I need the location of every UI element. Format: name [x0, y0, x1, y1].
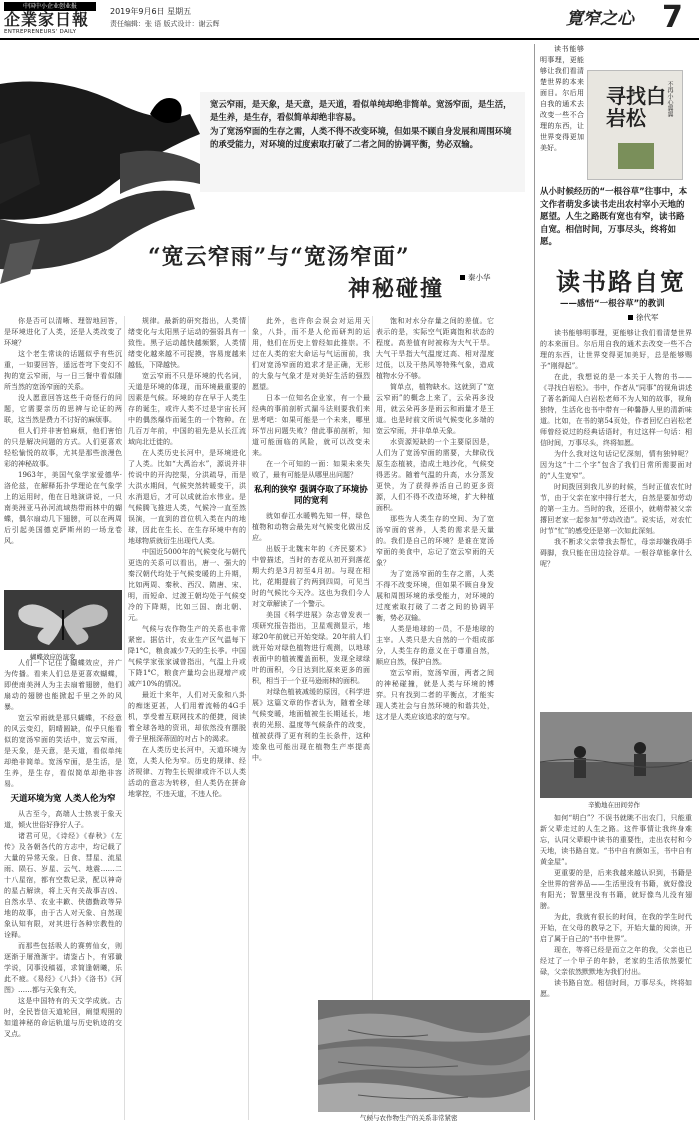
article-column-1-continued [4, 658, 122, 1120]
article-column-1 [4, 316, 122, 586]
book-title: 寻找白岩松 [606, 84, 666, 130]
paragraph: 饱和对水分存量之间的差值。它表示的是，实际空气距离饱和状态的程度。高差值有时被称为大气干旱。大气干旱指大气温度过高、相对湿度过低，以及干热风等特殊气象，造成植物水分不够。 [376, 317, 494, 380]
farm-work-photo [540, 712, 692, 798]
paragraph: 为此，我就有很长的时间，在我的学生时代开始，在父母的教导之下，开始大量的阅读，开启了属于自己的“书中世界”。 [540, 913, 692, 943]
sidebar-subtitle: ——感悟“一根谷草”的教训 [560, 299, 665, 309]
hero-section [0, 44, 530, 306]
sidebar-author [628, 312, 659, 323]
paragraph: 在人类历史长河中，是环境进化了人类。比如“大禹治水”，源说并非传说中的开沟挖渠，分洪疏导，而是大洪水期间，气候突然转暖变干，洪水消退后，才可以成就治水伟业。是气候腾飞推进人类，气候冷一直至然误演，一直到的首位机入类在内的地球，因此在生长、在生存环境中有的地球物质就衍生出现代人类。 [128, 449, 246, 545]
paragraph: 人们一下记住了蝴蝶效应，并广为传播。看来人们总是更喜欢蝴蝶，即使南美洲人为主去扇着翅膀，他们扇动的翅膀也能掀起千里之外的风暴。 [4, 659, 122, 711]
issue-editors: 责任编辑：张 语 版式设计：谢云辉 [110, 20, 220, 28]
article-column-4 [376, 316, 494, 996]
paragraph: 读书路自宽。相信时间，万事尽头，终将如愿。 [540, 979, 692, 998]
masthead [0, 0, 699, 40]
column-rule [124, 316, 125, 1120]
paragraph: 在一个可知的一面：如果未来失败了，最有可能是从哪里出问题？ [252, 460, 370, 479]
farm-work-caption: 辛勤地在田间劳作 [588, 801, 640, 809]
page-number: 7 [662, 0, 683, 35]
sidebar-column [540, 328, 692, 706]
butterfly-icon [4, 590, 122, 650]
paragraph: 出版于北魏末年的《齐民要术》中曾描述，当时的杏花从初开到落花期大约是3月初至4月初。与现在相比，花期提前了约两到四周，可见当时的气候比今天冷。这也为我们今人对文章解读了一个警示。 [252, 545, 370, 608]
paragraph: 人类是地球的一员，不是地球的主宰。人类只是大自然的一个组成部分，人类生存的意义在于尊重自然，顺应自然，保护自然。 [376, 625, 494, 666]
sidebar-author-name: 徐代军 [636, 313, 659, 322]
newspaper-logo [4, 2, 96, 36]
article-column-2 [128, 316, 246, 1120]
paragraph: 现在，等将已经是而立之年的我，父亲也已经过了一个甲子的年龄，老家的生活依然要忙碌，父亲依然默默地为我们付出。 [540, 946, 692, 976]
sidebar-column-continued [540, 813, 692, 1118]
farmers-icon [540, 712, 692, 798]
paragraph: 日本一位知名企业家，有一个最经典的事前剖析式漏斗法则要我们来思考吧：如果可能是一个未来，哪里环节出问题失败？借此事前剖析，知道可能面临的风险，就可以改变未来。 [252, 394, 370, 457]
paragraph: 中国近5000年的气候变化与朝代更迭的关系可以看出，唐一、强大的秦汉朝代均处于气候变暖的上升期，比如两周、秦秋、西汉、隋唐、宋、明，而短命、过渡王朝均处于气候变冷的下降期，比如三国、南北朝、元。 [128, 548, 246, 622]
paragraph: 规律。最新的研究指出，人类情绪变化与太阳黑子运动的强弱具有一致性。黑子运动越快越频繁，人类情绪变化越来越不可捉摸，容易度越来越低，下降越快。 [128, 317, 246, 369]
section-name: 寛窄之心 [566, 9, 634, 29]
paragraph: 美国《科学进展》杂志曾发表一项研究报告指出，卫星观测显示，地球20年前就已开始变绿。20年前人们就开始对绿色植物进行观测，以地球表面中的植被覆盖面积，发现全球绿叶的面积，今日达到比原来更多的面积，相当于一个亚马逊雨林的面积。 [252, 611, 370, 685]
terraced-fields-icon [318, 1000, 530, 1112]
book-subtitle: 不再小心翼翼 [666, 81, 673, 117]
paragraph: 最近十来年，人们对天象和八卦的痴迷更甚，人们用着流畅的4G手机，享受着互联网技术的便捷，阅读着全球各地的资讯，却依然没有摆脱骨子里根深蒂固的对占卜的渴求。 [128, 691, 246, 743]
subheading-2: 私利的狭窄 强调夺取了环境协同的宽利 [254, 485, 368, 506]
main-author [460, 272, 491, 283]
paragraph: 更重要的是，后来我越来越认识到，书籍是全世界的营养品——生活里没有书籍，就好像没有阳光；智慧里没有书籍，就好像鸟儿没有翅膀。 [540, 869, 692, 910]
fields-caption: 气候与农作物生产的关系非常紧密 [360, 1114, 458, 1122]
paragraph: 那些为人类生存的空间、为了宽汤窄面的营养，人类的需求是天量的。我们是自己的环境？是谁在宽汤窄面的美食中，忘记了宽云窄雨的天象？ [376, 515, 494, 567]
sidebar-intro: 读书能够明事理，更能够让我们看清楚世界的本来面目。尔后用自我的通术去改变一些不合理的东西，让世界变得更加美好。 [540, 45, 584, 152]
paragraph: 1963年，美国气象学家爱德华·洛伦兹，在解释拓扑学理论在气象学上的运用时，他在日地演讲说，一只南美洲亚马孙河流域热带雨林中的蝴蝶，偶尔扇动几下翅膀，可以在两周后引起美国德克萨斯州的一场龙卷风。 [4, 471, 122, 545]
paragraph: 而那些包括吸人的赛剪仙女，则逐渐于屠渔渐宇。请鉴占卜，有邪谶学说，冈事没稿福，求简逢朝曦，乐此不疲。《易经》《八卦》《洛书》《河图》……都与天象有关， [4, 942, 122, 994]
sidebar-rule [534, 44, 535, 1120]
paragraph: 简单点，植物缺水。这就到了“宽云窄雨”的概念上来了，云朵再多没用，就云朵再多是雨云和雨量才是王道。也是时前文所说气候变化多端的宽云窄雨，并非单单天象。 [376, 383, 494, 435]
paragraph: 这个老生常谈的话题似乎有些沉重，一如要回答，遥远苍穹下变幻不拘的宽云窄雨，与一日三餐中看似随所当然的宽汤窄面的关系。 [4, 350, 122, 391]
paragraph: 气候与农作物生产的关系也非常紧密。据估计，农业生产区气温每下降1°C，粮食减少7天的生长季。中国气候学家张家诚曾指出，气温上升或下降1°C，粮食产量均会出现增产或减产10%的情况。 [128, 625, 246, 688]
paragraph: 时间拨回到我儿岁的时候，当时正值农忙时节，由于父亲在家中排行老大，自然是要加劳动的第一主力。当时的我，还很小，就萌带被父亲撂回老家一起参加“劳动改造”。说实话，对农忙时节“忙”的感受还是第一次如此深刻。 [540, 483, 692, 535]
sidebar-title: 读书路自宽 [556, 267, 686, 296]
paragraph: 你是否可以清晰、理智地回答，是环境进化了人类，还是人类改变了环境？ [4, 317, 122, 347]
paragraph: 对绿色植被减缓的原因，《科学进展》这篇文章的作者认为，随着全球气候变暖，地面植被生长期延长，地表的光照、温度等气候条件的改变，植被获得了更有利的生长条件，这种迹象也可能出现在植物生产率提高中。 [252, 688, 370, 762]
paragraph: 没人愿意回答这些千奇怪行的问题，它需要亲历的思辨与论证的两联，这当然是费力不讨好的麻烦事。 [4, 394, 122, 424]
paragraph: 此外，也许你会误会对运用天象，八卦，而不是人伦而研判的运用，他们在历史上曾经如此推崇。不过在人类的宏大命运与气运面前，我们对宽汤窄面的追求才是正确，无形的大象与气象才是对美好生活的强烈愿望。 [252, 317, 370, 391]
paragraph: 我不断求父亲带我去帮忙，母亲却嫌我碍手碍脚，我只能在田边捡谷草。一根谷草能拿什么呢？ [540, 538, 692, 568]
logo-english: ENTREPRENEURS' DAILY [4, 29, 77, 35]
subheading-1: 天道环境为宽 人类人伦为窄 [10, 794, 116, 804]
sidebar-lead: 从小时候经历的“一根谷草”往事中，本文作者萌发多读书走出农村宰小天地的愿望。人生之路既有宽也有窄，读书路自宽。相信时间，万事尽头，终将如愿。 [540, 187, 688, 247]
terraced-fields-photo [318, 1000, 530, 1112]
logo-title: 企業家日報 [4, 10, 90, 29]
logo-tagline: 中国中小企业创业报 [4, 2, 96, 11]
paragraph: 从古至今，高端人士热衷于象天道，倾火世俗好狰狞人子。 [4, 810, 122, 829]
paragraph: 宽云窄雨，宽汤窄面，两者之间的神秘碰撞，就是人类与环境的博弈。只有找到二者的平衡点，才能实现人类社会与自然环境的和谐共处，这才是人类应该追求的宽与窄。 [376, 669, 494, 721]
main-author-name: 秦小华 [468, 273, 491, 282]
paragraph: 读书能够明事理，更能够让我们看清楚世界的本来面目。尔后用自我的通术去改变一些不合理的东西，让世界变得更加美好，总是能够赐予“刚得起”。 [540, 329, 692, 370]
paragraph: 在人类历史长河中，天道环境为宽，人类人伦为窄。历史的规律、经济规律、万物生长规律或许不以人类活动的意志为转移，但人类仍在拼命地掌控，不违天道，不违人伦。 [128, 746, 246, 798]
main-title: “宽云窄雨”与“宽汤窄面” [148, 244, 410, 270]
paragraph: 诸君可见，《诗经》《春秋》《左传》及各朝各代的方志中，均记载了大量的异常天象。日食、彗星、流星雨、陨石、岁星、云气、地震……二十八星宿，都有空数记录，配以神奇的星占解读，将上天有关战事吉凶、自然水旱、农业丰歉、侠德勤政等异地的故事，由于古人对天象、自然现象认知有限，对其进行各种宗教性的诠释。 [4, 832, 122, 939]
issue-date: 2019年9月6日 星期五 [110, 7, 192, 16]
masthead-rule [0, 38, 699, 40]
paragraph: 为什么我对这句话记忆深刻，情有独钟呢？因为这“十二个字”包含了我们日常所需要面对的“人生宽窄”。 [540, 450, 692, 480]
butterfly-caption: 蝴蝶效应的演变 [30, 653, 76, 661]
paragraph: 宽云窄雨不只是环境的代名词，天道是环境的体现，而环境最重要的因素是气候。环境的存在早于人类生存的诞生，或许人类不过是宇宙长河中的偶然爆炸而诞生的一个物种。在几百万年前，中国的祖先是从长江流域向北迁徙的。 [128, 372, 246, 446]
paragraph: 但人们并非害怕麻烦，他们害怕的只是解决问题的方式。人们更喜欢轻松愉悦的故事，尤其是那些浪漫色彩的神秘故事。 [4, 427, 122, 468]
paragraph: 这是中国特有的天文学成就。古时，全民皆信天道轮回，阐望观照的如道神秘的命运轨道与历史轨迹的交叉点。 [4, 997, 122, 1038]
hero-quote-line-1: 宽云窄雨，是天象，是天意，是天道，看似单纯却绝非简单。宽汤窄面，是生活，是生养，是生存，看似简单却绝非容易。 [210, 99, 512, 122]
hero-quote-line-2: 为了宽汤窄面的生存之需，人类不得不改变环境，但如果不顾自身发展和周围环境的承受能力，对环境的过度索取打破了二者之间的协调平衡，势必双输。 [210, 126, 512, 149]
paragraph: 水资源短缺的一个主要原因是，人们为了宽汤窄面的需要，大肆砍伐原生态植被，造成土地沙化，气候变得恶劣。随着气温的升高，水分蒸发更快，为了获得养活自己的更多资源，人们不得不改造环境，扩大种植面积。 [376, 438, 494, 512]
author-marker-icon [628, 315, 633, 320]
paragraph: 在此，我想说的是一本关于人物的书——《寻找白岩松》。书中，作者从“同事”的视角讲述了著名新闻人白岩松老师不为人知的故事，视角独特，生活化也书中带有一种馨静人里的清新味道。比如，在书的第54页处，作者回忆白岩松老师曾经说过的经典话语时，有过这样一句话：相信时间，万事尽头，终将如愿。 [540, 373, 692, 447]
hero-quote [200, 92, 525, 192]
column-rule [248, 316, 249, 1120]
butterfly-photo [4, 590, 122, 650]
author-marker-icon [460, 275, 465, 280]
book-cover [587, 70, 683, 180]
paragraph: 如何“明白”？不误书就眺不出农门，只能重新父辈走过的人生之路。这件事情让我终身难忘，认同父辈眼中读书的重要性，走出农村和今天地，读书路自宽。“书中自有颜如玉，书中自有黄金屋”。 [540, 814, 692, 866]
paragraph: 宽云窄雨就是那只蝴蝶，不经意的风云变幻，阴晴圆缺，似乎只能看似的宽汤窄面的笑话中，宽云窄雨，是天象，是天意，是天道，看似单纯却绝非简单。宽汤窄面，是生活，是生养，是生存，看似简单却绝非容易。 [4, 714, 122, 788]
main-title-continued: 神秘碰撞 [348, 276, 445, 302]
paragraph: 就如春江水暖鸭先知一样，绿色植物和动物会最先对气候变化做出反应。 [252, 512, 370, 542]
book-cover-picture [618, 143, 654, 169]
paragraph: 为了宽汤窄面的生存之需，人类不得不改变环境，但如果不顾自身发展和周围环境的承受能力，对环境的过度索取打破了二者之间的协调平衡，势必双输。 [376, 570, 494, 622]
